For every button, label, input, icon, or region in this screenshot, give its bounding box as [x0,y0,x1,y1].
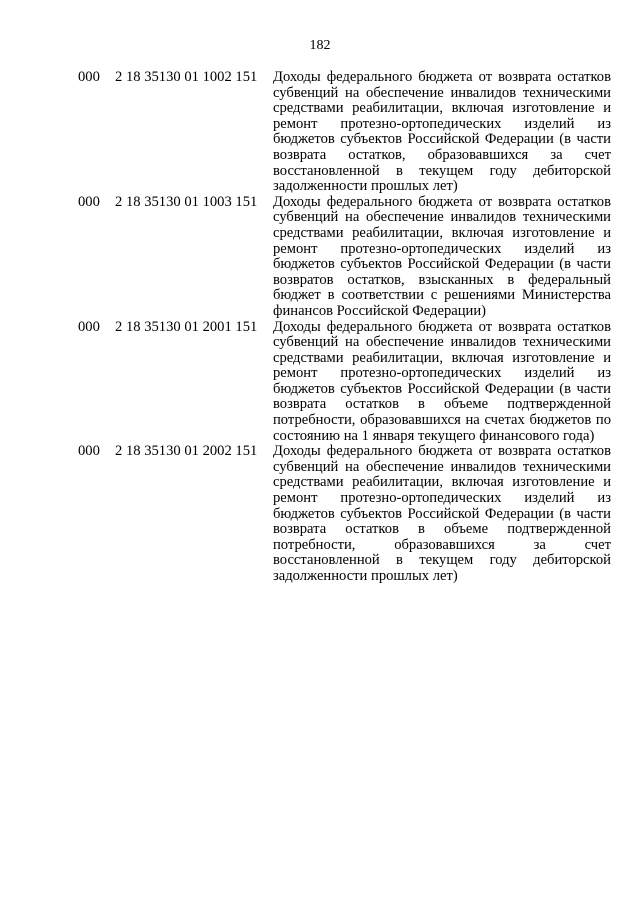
table-row [78,195,614,320]
income-description: Доходы федерального бюджета от возврата остатков субвенций на обеспечение инвалидов техническими средствами реабилитации, включая изготовление и ремонт протезно-ортопедических изделий из бюджетов субъектов Российской Федерации (в части возврата остатков в объеме подтвержденной потребности, образовавшихся на счетах бюджетов по состоянию на 1 января текущего финансового года) [273,318,611,444]
budget-classification-code: 2 18 35130 01 1002 151 [115,69,258,85]
admin-code: 000 [78,318,100,335]
budget-classification-code: 2 18 35130 01 2001 151 [115,318,258,335]
table-row [78,70,614,195]
page-number: 182 [309,38,331,53]
income-description: Доходы федерального бюджета от возврата остатков субвенций на обеспечение инвалидов техническими средствами реабилитации, включая изготовление и ремонт протезно-ортопедических изделий из бюджетов субъектов Российской Федерации (в части возвратов остатков, взысканных в федеральный бюджет в соответствии с решениями Министерства финансов Российской Федерации) [273,193,611,319]
table-row [78,320,614,445]
budget-classification-code: 2 18 35130 01 1003 151 [115,193,258,210]
table-row [78,444,614,584]
income-description: Доходы федерального бюджета от возврата остатков субвенций на обеспечение инвалидов техническими средствами реабилитации, включая изготовление и ремонт протезно-ортопедических изделий из бюджетов субъектов Российской Федерации (в части возврата остатков в объеме подтвержденной потребности, образовавшихся за счет восстановленной в текущем году дебиторской задолженности прошлых лет) [273,443,611,584]
admin-code: 000 [78,69,100,85]
admin-code: 000 [78,443,100,460]
budget-code-table [78,70,614,585]
income-description: Доходы федерального бюджета от возврата остатков субвенций на обеспечение инвалидов техническими средствами реабилитации, включая изготовление и ремонт протезно-ортопедических изделий из бюджетов субъектов Российской Федерации (в части возврата остатков, образовавшихся за счет восстановленной в текущем году дебиторской задолженности прошлых лет) [273,69,611,195]
budget-classification-code: 2 18 35130 01 2002 151 [115,443,258,460]
admin-code: 000 [78,193,100,210]
